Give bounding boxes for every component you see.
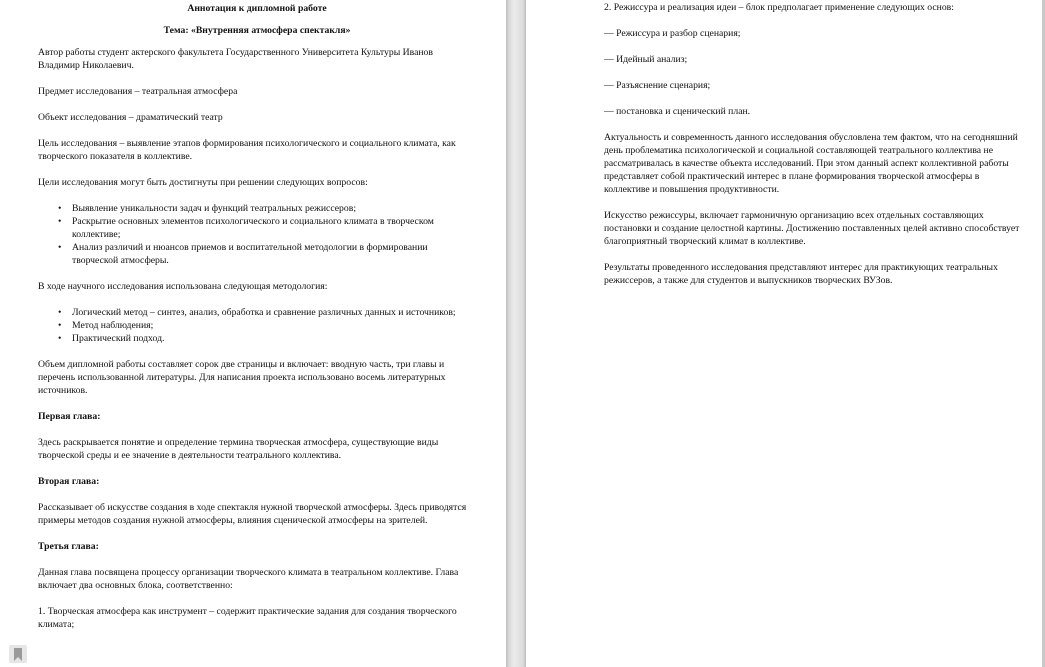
title-line-1: Аннотация к дипломной работе: [187, 3, 327, 14]
dash-item: — Режиссура и разбор сценария;: [604, 28, 741, 39]
list-item: • Раскрытие основных элементов психологического и социального климата в творческом коллективе;: [72, 215, 476, 241]
bookmark-button[interactable]: [9, 645, 27, 663]
list-item: • Анализ различий и нюансов приемов и воспитательной методологии в формировании творческой атмосферы.: [72, 241, 476, 267]
title-line-2: Тема: «Внутренняя атмосфера спектакля»: [163, 25, 351, 36]
chapter-1-text: Здесь раскрывается понятие и определение термина творческая атмосфера, существующие виды творческой среды и ее значение в деятельности театрального коллектива.: [38, 437, 439, 461]
art-paragraph: Искусство режиссуры, включает гармоничную организацию всех отдельных составляющих постановки и создание целостной картины. Достижению поставленных целей активно способствует благоприятный творческий климат в коллективе.: [604, 210, 1020, 247]
author-paragraph: Автор работы студент актерского факультета Государственного Университета Культуры Иванов Владимир Николаевич.: [38, 47, 433, 71]
goal-paragraph: Цель исследования – выявление этапов формирования психологического и социального климата, как творческого показателя в коллективе.: [38, 138, 456, 162]
results-paragraph: Результаты проведенного исследования представляют интерес для практикующих театральных режиссеров, а также для студентов и выпускников творческих ВУЗов.: [604, 262, 998, 286]
method-list: [38, 306, 476, 345]
bookmark-icon: [13, 648, 23, 661]
dash-item: — постановка и сценический план.: [604, 106, 751, 117]
chapter-2-text: Рассказывает об искусстве создания в ходе спектакля нужной творческой атмосферы. Здесь приводятся примеры методов создания нужной атмосферы, влияния сценической атмосферы на зрителей.: [38, 502, 467, 526]
chapter-3-heading: Третья глава:: [38, 541, 99, 552]
list-item: • Метод наблюдения;: [72, 319, 476, 332]
volume-paragraph: Объем дипломной работы составляет сорок две страницы и включает: вводную часть, три главы и перечень использованной литературы. Для написания проекта использовано восемь литературных источников.: [38, 359, 446, 396]
document-page-left: [0, 0, 506, 667]
method-intro: В ходе научного исследования использована следующая методология:: [38, 281, 328, 292]
relevance-paragraph: Актуальность и современность данного исследования обусловлена тем фактом, что на сегодняшний день проблематика психологической и социальной составляющей театрального коллектива не рассматривалась в качестве объекта исследований. При этом данный аспект коллективной работы представляет собой практический интерес в плане формирования творческой атмосферы в коллективе и повышения продуктивности.: [604, 132, 1018, 195]
goals-list: [38, 202, 476, 267]
chapter-2-heading: Вторая глава:: [38, 476, 100, 487]
list-item: • Логический метод – синтез, анализ, обработка и сравнение различных данных и источников;: [72, 306, 476, 319]
goals-intro: Цели исследования могут быть достигнуты при решении следующих вопросов:: [38, 177, 368, 188]
object-paragraph: Объект исследования – драматический театр: [38, 112, 223, 123]
page-gutter: [506, 0, 526, 667]
block-2-paragraph: 2. Режиссура и реализация идеи – блок предполагает применение следующих основ:: [604, 2, 954, 13]
chapter-1-heading: Первая глава:: [38, 411, 101, 422]
dash-item: — Идейный анализ;: [604, 54, 688, 65]
chapter-3-text: Данная глава посвящена процессу организации творческого климата в театральном коллективе. Глава включает два основных блока, соответственно:: [38, 567, 459, 591]
list-item: • Практический подход.: [72, 332, 476, 345]
block-1-paragraph: 1. Творческая атмосфера как инструмент – содержит практические задания для создания творческого климата;: [38, 606, 457, 630]
subject-paragraph: Предмет исследования – театральная атмосфера: [38, 86, 238, 97]
dash-item: — Разъяснение сценария;: [604, 80, 711, 91]
list-item: • Выявление уникальности задач и функций театральных режиссеров;: [72, 202, 476, 215]
document-page-right: [526, 0, 1045, 667]
document-title: [38, 2, 476, 37]
